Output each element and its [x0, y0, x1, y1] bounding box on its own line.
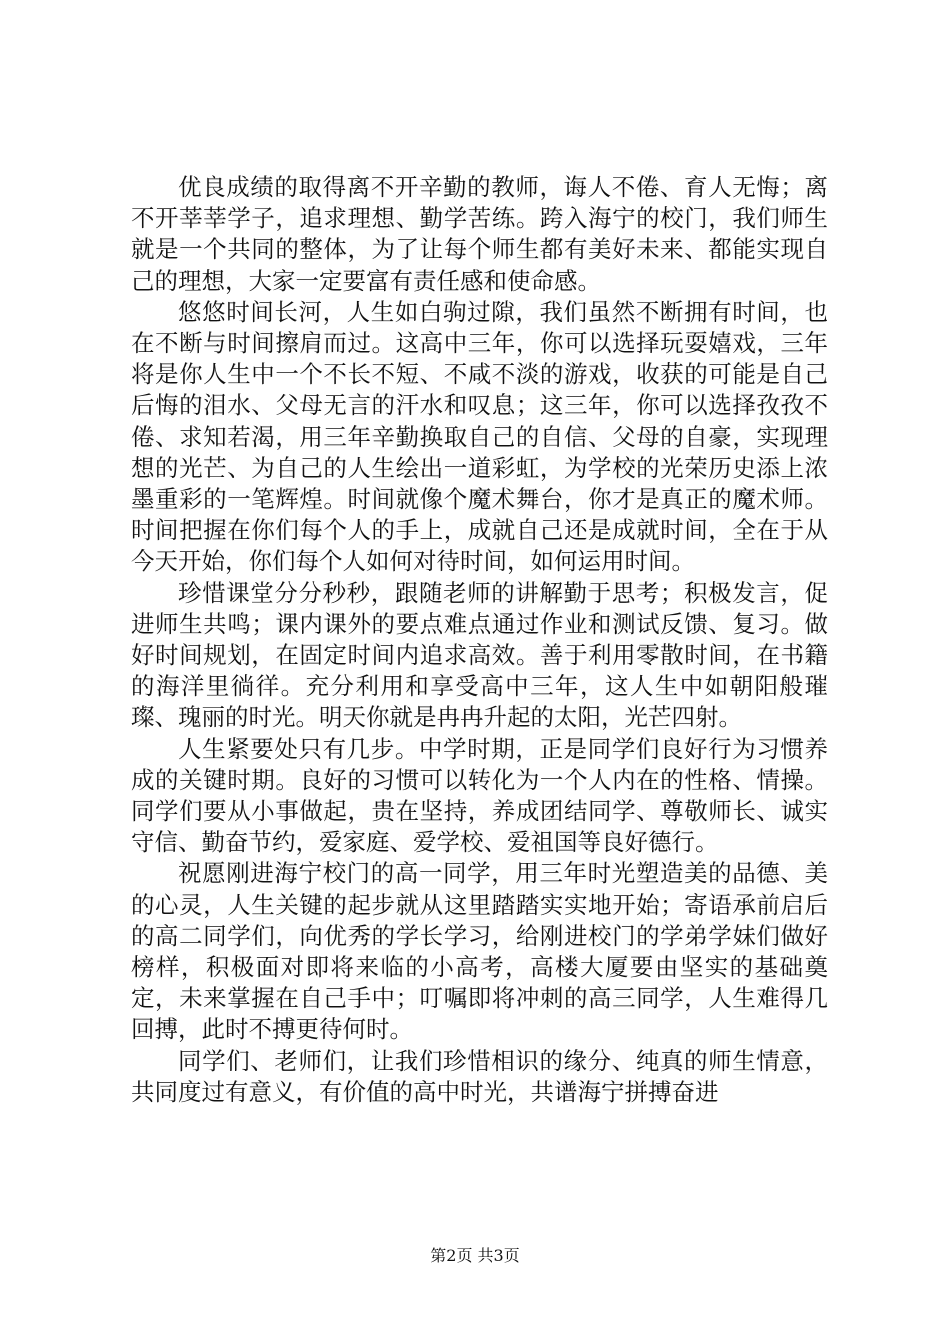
- page-footer: 第2页 共3页: [430, 1246, 520, 1265]
- paragraph-3: 珍惜课堂分分秒秒，跟随老师的讲解勤于思考；积极发言，促进师生共鸣；课内课外的要点难点通过作业和测试反馈、复习。做好时间规划，在固定时间内追求高效。善于利用零散时间，在书籍的海洋里徜徉。充分利用和享受高中三年，这人生中如朝阳般璀璨、瑰丽的时光。明天你就是冉冉升起的太阳，光芒四射。: [131, 578, 828, 732]
- paragraph-2: 悠悠时间长河，人生如白驹过隙，我们虽然不断拥有时间，也在不断与时间擦肩而过。这高中三年，你可以选择玩耍嬉戏，三年将是你人生中一个不长不短、不咸不淡的游戏，收获的可能是自己后悔的泪水、父母无言的汗水和叹息；这三年，你可以选择孜孜不倦、求知若渴，用三年辛勤换取自己的自信、父母的自豪，实现理想的光芒、为自己的人生绘出一道彩虹，为学校的光荣历史添上浓墨重彩的一笔辉煌。时间就像个魔术舞台，你才是真正的魔术师。时间把握在你们每个人的手上，成就自己还是成就时间，全在于从今天开始，你们每个人如何对待时间，如何运用时间。: [131, 297, 828, 576]
- body-text: [131, 172, 828, 1108]
- paragraph-5: 祝愿刚进海宁校门的高一同学，用三年时光塑造美的品德、美的心灵，人生关键的起步就从这里踏踏实实地开始；寄语承前启后的高二同学们，向优秀的学长学习，给刚进校门的学弟学妹们做好榜样，积极面对即将来临的小高考，高楼大厦要由坚实的基础奠定，未来掌握在自己手中；叮嘱即将冲刺的高三同学，人生难得几回搏，此时不搏更待何时。: [131, 859, 828, 1044]
- paragraph-1: 优良成绩的取得离不开辛勤的教师，诲人不倦、育人无悔；离不开莘莘学子，追求理想、勤学苦练。跨入海宁的校门，我们师生就是一个共同的整体，为了让每个师生都有美好未来、都能实现自己的理想，大家一定要富有责任感和使命感。: [131, 173, 828, 295]
- paragraph-6: 同学们、老师们，让我们珍惜相识的缘分、纯真的师生情意，共同度过有意义，有价值的高中时光，共谱海宁拼搏奋进: [131, 1046, 828, 1106]
- paragraph-4: 人生紧要处只有几步。中学时期，正是同学们良好行为习惯养成的关键时期。良好的习惯可以转化为一个人内在的性格、情操。同学们要从小事做起，贵在坚持，养成团结同学、尊敬师长、诚实守信、勤奋节约，爱家庭、爱学校、爱祖国等良好德行。: [131, 734, 828, 857]
